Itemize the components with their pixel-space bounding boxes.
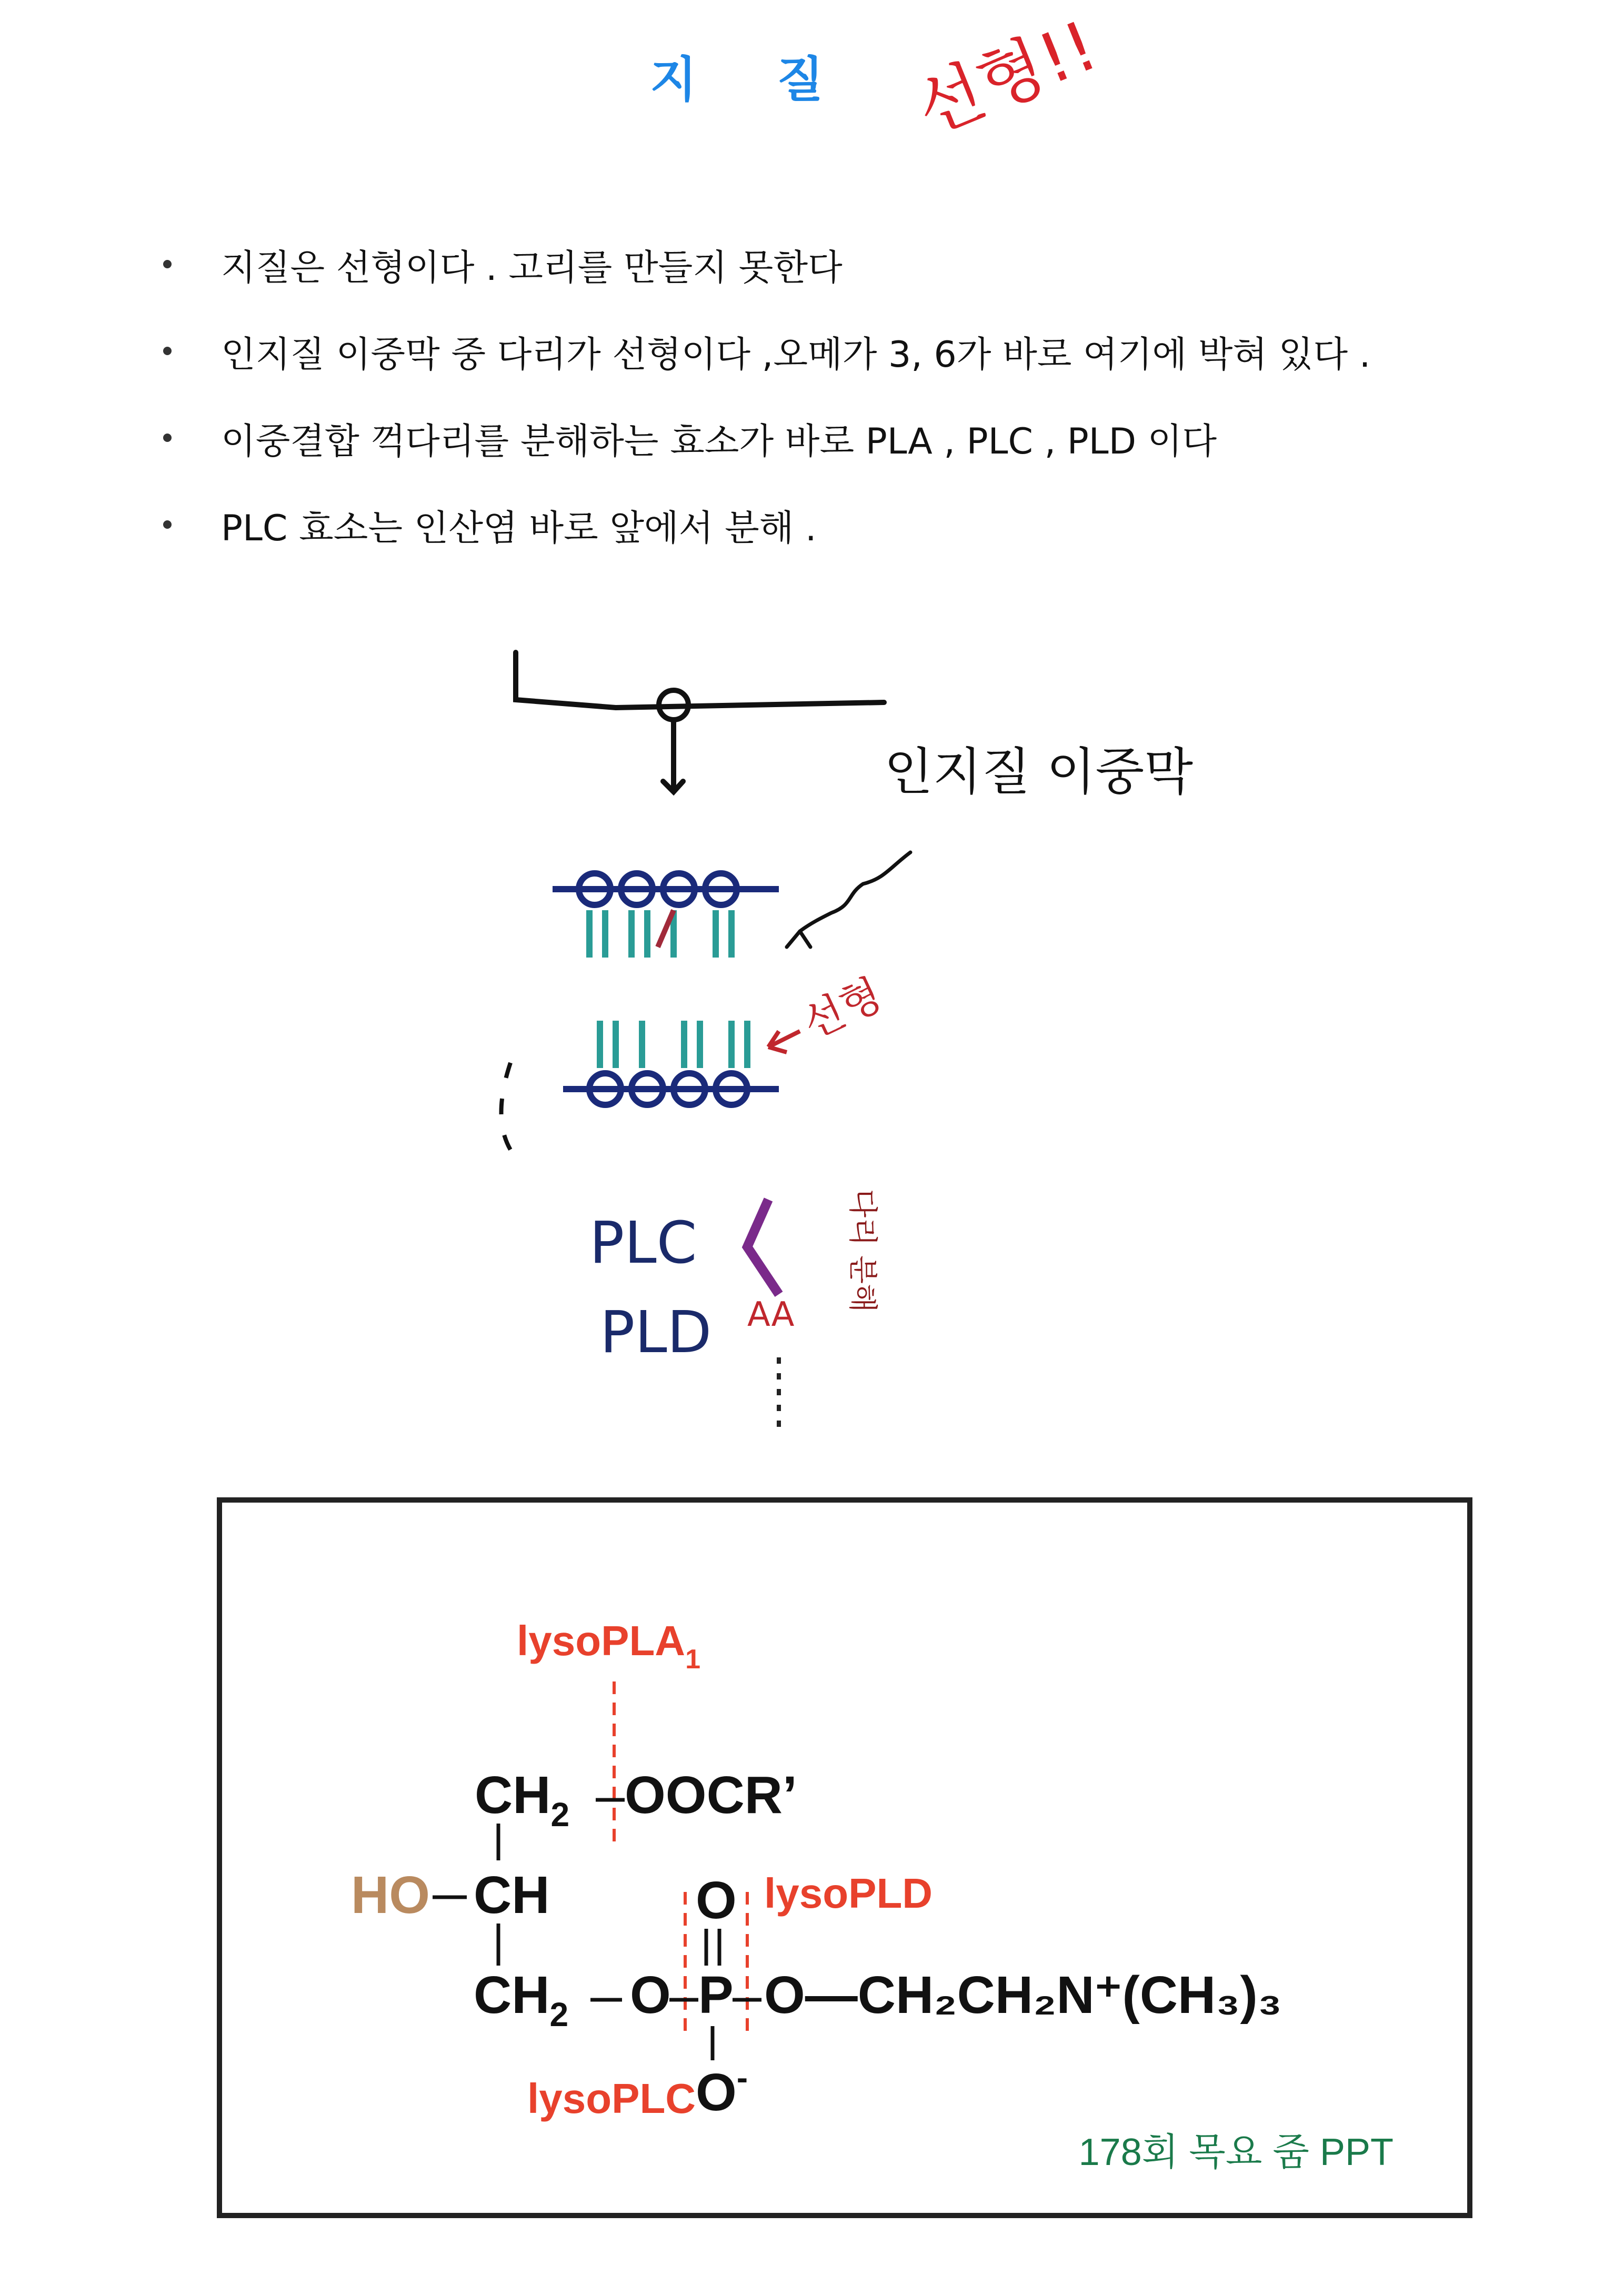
bullet-text: 인지질 이중막 중 다리가 선형이다 ,오메가 3, 6가 바로 여기에 박혀 있다 . bbox=[221, 334, 1371, 376]
row1-group: OOCR’ bbox=[625, 1766, 797, 1825]
lysopld-label: lysoPLD bbox=[764, 1870, 933, 1917]
bullet-text: 이중결합 꺽다리를 분해하는 효소가 바로 PLA , PLC , PLD 이다 bbox=[221, 421, 1217, 462]
p-label: P bbox=[698, 1966, 734, 2025]
bullet-text: PLC 효소는 인산염 바로 앞에서 분해 . bbox=[221, 508, 817, 549]
plc-label: PLC bbox=[589, 1209, 697, 1276]
down-arrow bbox=[663, 721, 683, 792]
linear-label: 선형 bbox=[795, 969, 890, 1049]
ho-label: HO bbox=[351, 1866, 430, 1925]
row1-ch2: $CH_2$ bbox=[475, 1766, 570, 1834]
list-item bbox=[158, 334, 1579, 421]
bullet-dot bbox=[163, 347, 172, 355]
membrane-sketch bbox=[484, 631, 1193, 1442]
page-title: 지 질 bbox=[650, 52, 855, 108]
o-top: O bbox=[696, 1871, 737, 1930]
source-caption: 178회 목요 줌 PPT bbox=[1078, 2131, 1394, 2173]
bullet-dot bbox=[163, 434, 172, 442]
phospholipid-figure bbox=[217, 1497, 1472, 2218]
bullet-dot bbox=[163, 520, 172, 529]
o1-label: O bbox=[630, 1966, 671, 2025]
bullet-dot bbox=[163, 260, 172, 268]
side-label: 다리 분해 bbox=[845, 1189, 879, 1313]
pld-label: PLD bbox=[600, 1298, 712, 1366]
lipid-chain-line bbox=[516, 652, 884, 708]
bullet-list bbox=[158, 247, 1579, 595]
list-item bbox=[158, 421, 1579, 508]
lysoplc-label: lysoPLC bbox=[527, 2075, 696, 2122]
handwritten-note-text: 선형!! bbox=[905, 5, 1108, 149]
row3-ch2: $CH_2$ bbox=[474, 1966, 569, 2033]
tail-group: O—CH₂CH₂N⁺(CH₃)₃ bbox=[764, 1966, 1282, 2025]
membrane-label: 인지질 이중막 bbox=[884, 742, 1193, 801]
aa-label: AA bbox=[747, 1295, 795, 1334]
ch-label: CH bbox=[474, 1866, 550, 1925]
bullet-text: 지질은 선형이다 . 고리를 만들지 못한다 bbox=[221, 247, 843, 289]
o-bottom: O- bbox=[696, 2059, 748, 2122]
handwritten-note bbox=[905, 5, 1137, 149]
structure-diagram bbox=[222, 1503, 1467, 2213]
list-item bbox=[158, 508, 1579, 595]
list-item bbox=[158, 247, 1579, 334]
lysopla-label: lysoPLA$_1$ bbox=[517, 1617, 700, 1675]
